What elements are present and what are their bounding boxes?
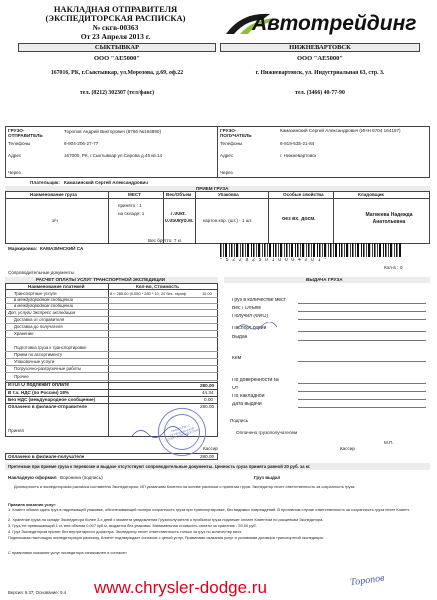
legal-para4: 2. Хранение груза на складе Экспедитора более 3-х дней с момента уведомления Грузополучателя о прибытии груза подлежит оплате Клиентом по расценкам Экспедитора. <box>8 518 324 522</box>
receiver-address-label: Адрес <box>220 153 234 158</box>
calc-row-2: в междугородном сообщении <box>14 303 74 308</box>
footer-url: www.chrysler-dodge.ru <box>94 578 267 597</box>
barcode-icon <box>218 243 404 257</box>
cargo-special: без вх. досм. <box>282 217 316 222</box>
calc-row-0: Транспортные услуги <box>14 291 57 296</box>
cargo-head-places: МЕСТ <box>128 192 141 197</box>
signature-scribble-icon <box>130 426 190 440</box>
receiver-address: г. Нижневартовск <box>280 153 317 158</box>
issue-field-8: По накладной <box>232 394 265 399</box>
issue-field-7: От <box>232 386 239 391</box>
sender-address: 167000, РК, г.Сыктывкар ул.Сирова д.45 кв.14 <box>64 153 163 158</box>
sender-sign-name: Воронина (подпись) <box>60 475 103 480</box>
issue-cashier-label: Кассир <box>340 446 355 451</box>
issue-field-6: По доверенности № <box>232 378 280 383</box>
calc-row-7: Подготовка груза к транспортировке <box>14 345 87 350</box>
sender-via-label: Через <box>8 170 21 175</box>
marking-value: КАМАЗИНСКИЙ СА <box>40 246 84 251</box>
issue-field-4: Выдан <box>232 335 248 340</box>
legal-para7: Подписывая настоящую экспедиторскую расписку, Клиент подтверждает согласие с ценой услуг, Правилами оказания услуг и условиями договора транспортной экспедиции. <box>8 536 324 540</box>
accepted-label: Принял <box>8 428 25 433</box>
from-company: ООО "АЕ5000" <box>93 55 141 62</box>
cargo-head-storekeeper: Кладовщик <box>358 192 384 197</box>
sender-phone: 8-904-206-27-77 <box>64 141 99 146</box>
to-company: ООО "АЕ5000" <box>296 55 344 62</box>
calc-line-value: 10.00 <box>202 291 212 296</box>
novat-label: Без НДС (международное сообщение) <box>8 397 96 402</box>
cargo-storekeeper: Матвеева Надежда Анатольевна <box>365 212 413 225</box>
cargo-gross: Вес брутто: 7 кг <box>148 238 182 243</box>
receiver-label: ГРУЗО-ПОЛУЧАТЕЛЬ <box>220 128 252 139</box>
cargo-issued-label: Груз выдал <box>254 475 281 480</box>
from-city: СЫКТЫВКАР <box>94 43 140 51</box>
doc-date: От 23 Апреля 2013 г. <box>80 32 151 41</box>
calc-row-3: Доп. услуги Экспресс экспедиция <box>8 310 76 315</box>
legal-para1: Договорность и экспедиторская расписка составлена Экспедитором, ИП указаниям Клиента на основе расписки о принятии груза. Экспедитор несет ответственность за сохранность груза <box>14 485 355 489</box>
vat-label: В т.ч. НДС (по России) 18% <box>8 390 69 395</box>
issue-field-0: Груз в количестве мест <box>232 298 286 303</box>
issue-field-3: Паспорт серии <box>232 326 267 331</box>
cargo-head-packing: Упаковка <box>218 192 239 197</box>
doc-title: НАКЛАДНАЯ ОТПРАВИТЕЛЯ <box>53 4 178 14</box>
sender-sign-label: Накладную оформил <box>8 475 57 480</box>
cargo-places-accepted: принято : 1 <box>118 203 142 208</box>
paid-sender-value: 280.00 <box>200 404 215 409</box>
calc-title: РАСЧЕТ ОПЛАТЫ УСЛУГ ТРАНСПОРТНОЙ ЭКСПЕДИЦИИ <box>36 277 166 282</box>
paid-receiver-value: 280.00 <box>200 454 215 459</box>
barcode-text: * 5 2 2 8 2 5 0 1 0 0 0 4 2 0 1 * <box>220 258 328 263</box>
legal-para5: 3. Груз, не превышающий 1 кг, или объема 0.007 куб.м, выдается без упаковки. Минимальная стоимость оплаты за хранение - 50.00 руб. <box>8 524 257 528</box>
paid-sender-label: Оплачено в филиале-отправителе <box>8 404 87 409</box>
issue-field-5: Кем <box>232 356 242 361</box>
calc-head-name: Наименование платежей <box>28 283 85 289</box>
legal-agree: С правилами оказания услуг экспедитора ознакомлен и согласен <box>8 550 127 555</box>
calc-row-8: Прием по ассортименту <box>14 352 62 357</box>
calc-head-cost: Кол-во, Стоимость <box>136 283 179 289</box>
receiver-phone: 8-919-535-21-84 <box>280 141 315 146</box>
company-logo <box>222 4 422 44</box>
docs-label: Сопроводительные документы <box>8 270 74 275</box>
barcode <box>218 243 404 257</box>
payer-label: Плательщик: <box>30 180 60 185</box>
from-phone: тел. (8212) 302307 (тел/факс) <box>79 90 155 96</box>
to-city: НИЖНЕВАРТОВСК <box>289 43 351 51</box>
calc-row-9: Упаковочные услуги <box>14 359 55 364</box>
pieces-label: Кол-в : <box>384 265 399 270</box>
calc-row-4: Доставка от отправителя <box>14 317 65 322</box>
cargo-places-stock: на складе: 1 <box>118 211 145 216</box>
receiver-phone-label: Телефоны <box>220 141 243 146</box>
to-address: г. Нижневартовск, ул. Индустриальная 63, стр. 3. <box>255 70 385 76</box>
legal-line1: Претензии при приеме груза к перевозке и выдаче отсутствуют сопроводительные документы. Ценность груза принята равной 20 руб. за кг. <box>8 464 311 469</box>
signature-sender: Торопов <box>349 572 386 589</box>
issue-via-label: Оплачено грузополучателем <box>236 430 298 435</box>
sender-phone-label: Телефоны <box>8 141 31 146</box>
sender-name: Торопов Андрей Викторович (8766 №164880) <box>64 129 161 134</box>
total-value: 280.00 <box>200 383 215 388</box>
pieces-value: 0 <box>400 265 403 270</box>
cargo-packing: картон.кор. (шт.) - 1 шт. <box>203 218 253 223</box>
doc-number: № скгв-00363 <box>92 23 139 32</box>
calc-row-5: Доставка до получателя <box>14 324 63 329</box>
to-phone: тел. (3466) 40-77-90 <box>295 90 345 96</box>
cargo-head-weight: Вес/Объем <box>166 192 192 197</box>
signature-issue-icon <box>235 322 279 330</box>
issue-field-2: Получил (ФИО) <box>232 314 269 319</box>
sender-address-label: Адрес <box>8 153 22 158</box>
calc-row-1: в междугородном сообщении <box>14 297 74 302</box>
cargo-weight: 7.00кг. <box>170 212 186 217</box>
legal-para6: 4. Груз Экспедитором принят без внутритарного досмотра. Экспедитор несет ответственность только за груз по количеству мест. <box>8 530 243 534</box>
calc-row-10: Погрузочно-разгрузочные работы <box>14 366 82 371</box>
cargo-section-title: ПРИЕМ ГРУЗА <box>196 186 229 191</box>
cargo-volume: 0.050куб.м. <box>165 219 194 224</box>
paid-receiver-label: Оплачено в филиале-получателе <box>8 454 85 459</box>
cargo-name: з/ч <box>52 218 58 223</box>
from-address: 167016, РК, г.Сыктывкар, ул.Морозова, д.69, оф.22 <box>50 70 184 76</box>
mp-label: М.П. <box>384 440 394 445</box>
total-label: ИТОГО подлежит оплате <box>8 383 70 388</box>
sender-label: ГРУЗО-ОТПРАВИТЕЛЬ <box>8 128 43 139</box>
issue-field-1: Вес / Объем <box>232 306 261 311</box>
calc-row-11: Прочее <box>14 374 29 379</box>
cargo-head-name: Наименование груза <box>30 192 77 197</box>
cashier-label: Кассир <box>203 446 218 451</box>
receiver-via-label: Через <box>220 170 233 175</box>
marking-label: Маркировка: <box>8 246 38 251</box>
legal-para3: 1. Клиент обязан сдать груз в надлежащей упаковке, обеспечивающей полную сохранность груза при транспортировке, без видимых повреждений. В противном случае ответственность за сохранность груза несет Клиент. <box>8 508 410 512</box>
stamp-text: ОБЩЕСТВО С ОГРАНИЧЕННОЙ ОТВЕТСТВЕННОСТЬЮ АЕ5000 <box>166 423 200 443</box>
calc-line: 8 = 280.00 (0.050 * 280 * 10, 20 без. тариф <box>110 291 187 296</box>
cargo-head-special: Особые свойства <box>283 192 324 197</box>
receiver-name: Камазинский Сергей Александрович (ИНН 6704 164187) <box>280 128 401 133</box>
issue-title: ВЫДАЧА ГРУЗА <box>306 277 343 282</box>
logo-text: Автотрейдинг <box>252 12 417 35</box>
payer-name: Камазинский Сергей Александрович <box>64 180 149 185</box>
vat-value: 44.34 <box>202 390 214 395</box>
footer-version: Версия: 9.37; Основание: 9.4 <box>8 590 67 595</box>
novat-value: 0.00 <box>204 397 213 402</box>
issue-sign-label: Подпись <box>230 418 249 423</box>
doc-subtitle: (ЭКСПЕДИТОРСКАЯ РАСПИСКА) <box>45 13 186 23</box>
legal-para2: Правила оказания услуг: <box>8 502 57 507</box>
calc-row-6: Хранение <box>14 331 34 336</box>
issue-field-9: Дата выдачи <box>232 402 262 407</box>
